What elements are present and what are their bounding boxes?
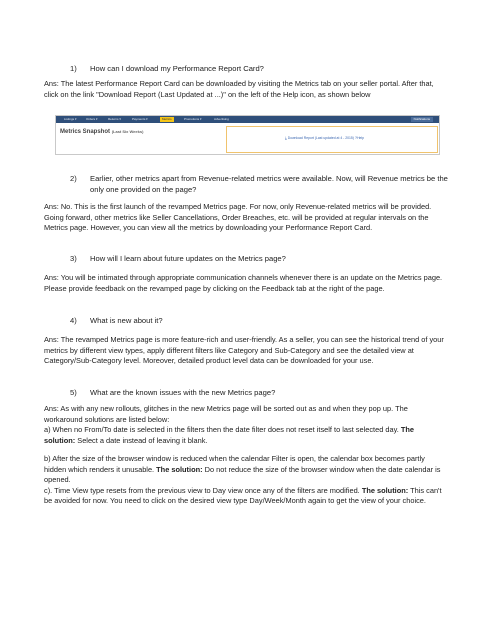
question-text: What are the known issues with the new Metrics page? — [90, 388, 276, 397]
item-b-solution: Do not reduce the size of the browser window when the date calendar is opened. — [44, 464, 441, 485]
question-text: How can I download my Performance Report Card? — [90, 64, 264, 73]
item-b-solution-label: The solution: — [156, 464, 203, 474]
snapshot-title-text: Metrics Snapshot — [60, 129, 111, 135]
item-b-text: b) After the size of the browser window is reduced when the calendar Filter is open, the calendar box becomes partly hidden which renders it unusable. — [44, 454, 425, 474]
item-c-solution: This can't be avoided for now. You need to click on the desired view type Day/Week/Month again to get the view of your choice. — [44, 485, 442, 506]
question-number: 4) — [70, 316, 77, 325]
snapshot-title — [60, 129, 143, 135]
question-number: 5) — [70, 388, 77, 397]
nav-item-advertising: Advertising — [214, 117, 229, 121]
question-2 — [70, 173, 460, 195]
answer-intro: Ans: As with any new rollouts, glitches in the new Metrics page will be sorted out as and when they pop up. The workaround solutions are listed below: — [44, 404, 408, 424]
nav-item-returns: Returns ▾ — [108, 117, 121, 121]
answer-text: Ans: You will be intimated through appropriate communication channels whenever there is an update on the Metrics page. Please provide feedback on the revamped page by clicking on the Feedback tab at the right of the page. — [44, 273, 443, 293]
nav-item-listings: Listings ▾ — [64, 117, 77, 121]
question-text: Earlier, other metrics apart from Revenue-related metrics were available. Now, will Revenue metrics be the only one provided on the page? — [90, 174, 448, 194]
answer-3 — [44, 273, 444, 294]
download-icon: ⤓ — [285, 135, 287, 140]
answer-1 — [44, 79, 444, 100]
download-report-link — [285, 135, 364, 140]
answer-5-continued — [44, 454, 444, 507]
nav-bar — [56, 116, 439, 123]
help-label: Help — [357, 136, 365, 140]
answer-text: Ans: No. This is the first launch of the revamped Metrics page. For now, only Revenue-related metrics will be provided. Going forward, other metrics like Seller Cancellations, Order Breaches, etc. will be provided at regular intervals on the Metrics page. However, you can view all the metrics by downloading your Performance Report Card. — [44, 202, 432, 233]
snapshot-subtitle: (Last Six Weeks) — [111, 129, 144, 134]
question-number: 1) — [70, 64, 77, 73]
download-report-label: Download Report (Last updated at 4 - 2015) — [287, 136, 354, 140]
question-5 — [70, 387, 275, 398]
item-c-text: c). Time View type resets from the previous view to Day view once any of the filters are modified. — [44, 485, 360, 495]
help-icon: ? — [354, 135, 358, 140]
answer-4 — [44, 335, 444, 367]
item-c-solution-label: The solution: — [361, 485, 409, 495]
download-box — [226, 126, 438, 153]
question-text: What is new about it? — [90, 316, 163, 325]
item-a-solution: Select a date instead of leaving it blank. — [77, 435, 208, 445]
question-number: 3) — [70, 254, 77, 263]
question-text: How will I learn about future updates on the Metrics page? — [90, 254, 286, 263]
answer-2 — [44, 202, 444, 234]
answer-text: Ans: The latest Performance Report Card can be downloaded by visiting the Metrics tab on your seller portal. After that, click on the link "Download Report (Last Updated at ...)" on the left of the Help icon, as shown below — [44, 79, 434, 99]
question-3 — [70, 253, 286, 264]
nav-item-promotions: Promotions ▾ — [184, 117, 202, 121]
answer-5 — [44, 404, 444, 446]
question-number: 2) — [70, 174, 77, 183]
nav-item-metrics: Metrics — [162, 117, 172, 121]
item-a-text: a) When no From/To date is selected in the filters then the date filter does not reset itself to last selected day. — [44, 425, 399, 435]
nav-item-orders: Orders ▾ — [86, 117, 98, 121]
question-4 — [70, 315, 163, 326]
item-a-solution-label: The solution: — [44, 425, 414, 445]
question-1 — [70, 63, 264, 74]
answer-item-a — [44, 425, 444, 446]
nav-item-payments: Payments ▾ — [132, 117, 148, 121]
nav-item-notifications: Notifications — [411, 117, 433, 122]
answer-item-c — [44, 486, 444, 507]
answer-text: Ans: The revamped Metrics page is more feature-rich and user-friendly. As a seller, you can see the historical trend of your metrics by different view types, apply different filters like Category and Sub-Category and see the detailed view at Category/Sub-Category level. Moreover, detailed product level data can be downloaded for your use. — [44, 335, 444, 366]
metrics-screenshot — [55, 115, 440, 155]
answer-item-b — [44, 454, 444, 486]
